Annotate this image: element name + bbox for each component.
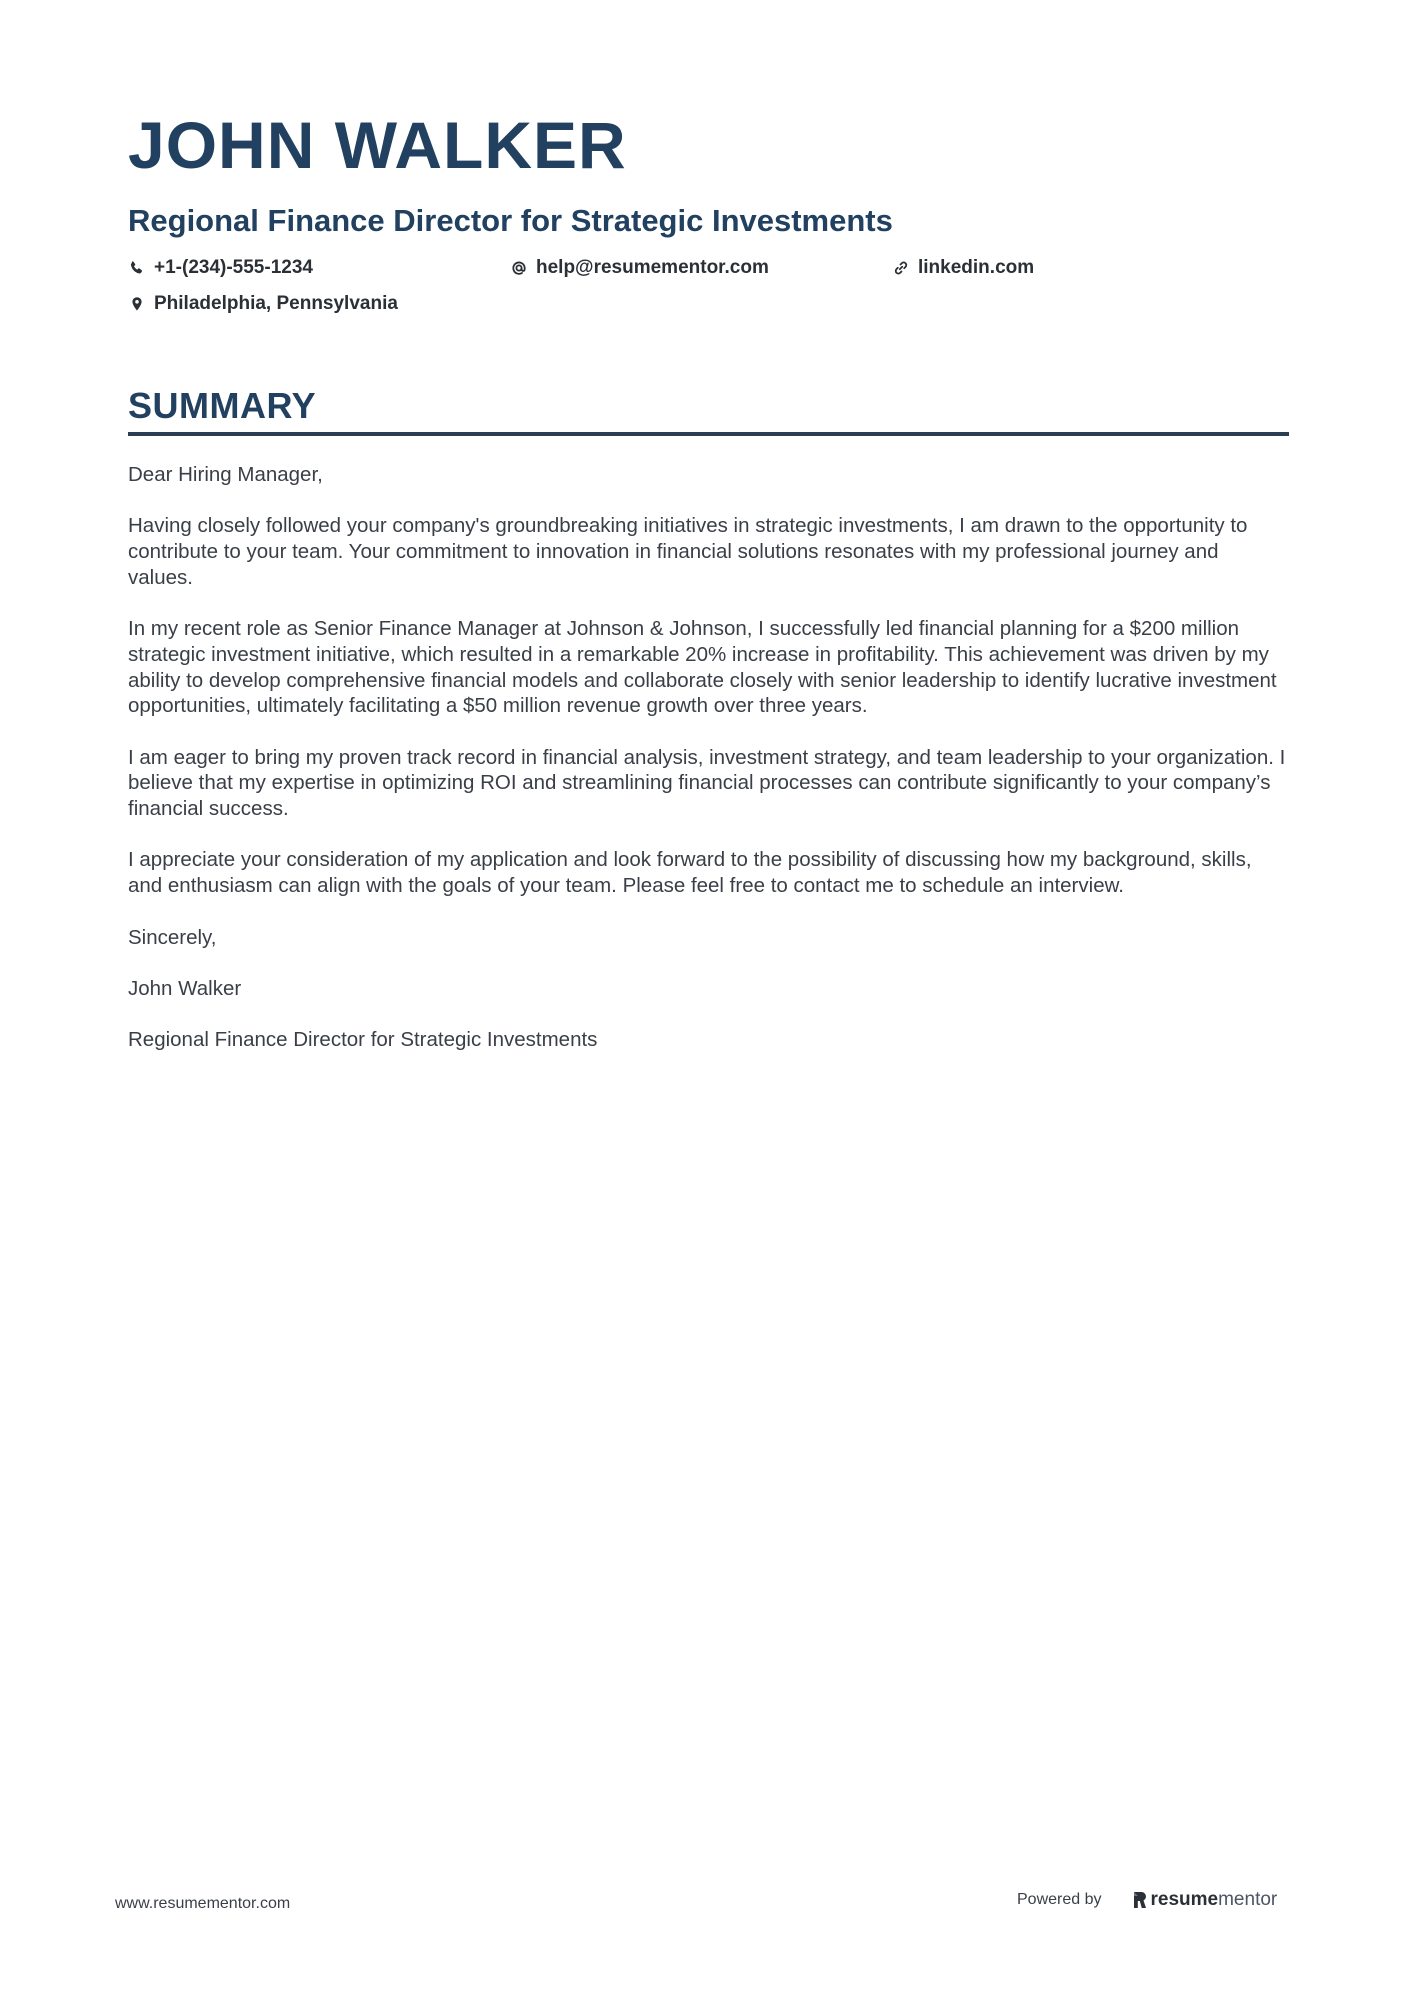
brand-name-light: mentor — [1218, 1889, 1278, 1910]
contact-list — [128, 256, 1288, 316]
resumementor-logo-icon — [1132, 1890, 1148, 1910]
paragraph-value: I am eager to bring my proven track record in financial analysis, investment strategy, and team leadership to your organization. I believe that my expertise in optimizing ROI and streamlining financial processes can contribute significantly to your company’s financial success. — [128, 745, 1286, 821]
contact-location — [128, 292, 510, 316]
email-text[interactable]: help@resumementor.com — [536, 257, 769, 279]
website-text[interactable]: linkedin.com — [918, 257, 1035, 279]
candidate-title: Regional Finance Director for Strategic Investments — [128, 203, 893, 238]
section-title: SUMMARY — [128, 385, 317, 426]
salutation: Dear Hiring Manager, — [128, 463, 323, 486]
link-icon — [892, 259, 910, 277]
contact-email — [510, 256, 892, 280]
brand-logo[interactable] — [1132, 1889, 1278, 1911]
powered-by-label: Powered by — [1017, 1891, 1102, 1908]
sign-off: Sincerely, — [128, 925, 217, 949]
footer-branding — [1017, 1889, 1277, 1911]
phone-icon — [128, 259, 146, 277]
contact-website — [892, 256, 1274, 280]
paragraph-experience: In my recent role as Senior Finance Manager at Johnson & Johnson, I successfully led financial planning for a $200 million strategic investment initiative, which resulted in a remarkable 20% increase in profitability. This achievement was driven by my ability to develop comprehensive financial models and collaborate closely with senior leadership to identify lucrative investment opportunities, ultimately facilitating a $50 million revenue growth over three years. — [128, 617, 1277, 718]
brand-name-bold: resume — [1150, 1889, 1219, 1910]
candidate-name: JOHN WALKER — [128, 108, 627, 182]
paragraph-intro: Having closely followed your company's groundbreaking initiatives in strategic investments, I am drawn to the opportunity to contribute to your team. Your commitment to innovation in financial solutions resonates with my professional journey and values. — [128, 514, 1248, 589]
phone-text[interactable]: +1-(234)-555-1234 — [154, 257, 313, 279]
summary-section — [128, 385, 1289, 1079]
footer-website[interactable]: www.resumementor.com — [115, 1895, 291, 1912]
section-divider — [128, 432, 1289, 436]
at-icon — [510, 259, 528, 277]
paragraph-closing: I appreciate your consideration of my application and look forward to the possibility of discussing how my background, skills, and enthusiasm can align with the goals of your team. Please feel free to contact me to schedule an interview. — [128, 848, 1252, 898]
signature-name: John Walker — [128, 976, 242, 1000]
contact-phone — [128, 256, 510, 280]
location-pin-icon — [128, 295, 146, 313]
signature-title: Regional Finance Director for Strategic Investments — [128, 1028, 598, 1052]
location-text: Philadelphia, Pennsylvania — [154, 293, 398, 315]
header — [128, 108, 1288, 316]
letter-body — [128, 462, 1289, 1053]
